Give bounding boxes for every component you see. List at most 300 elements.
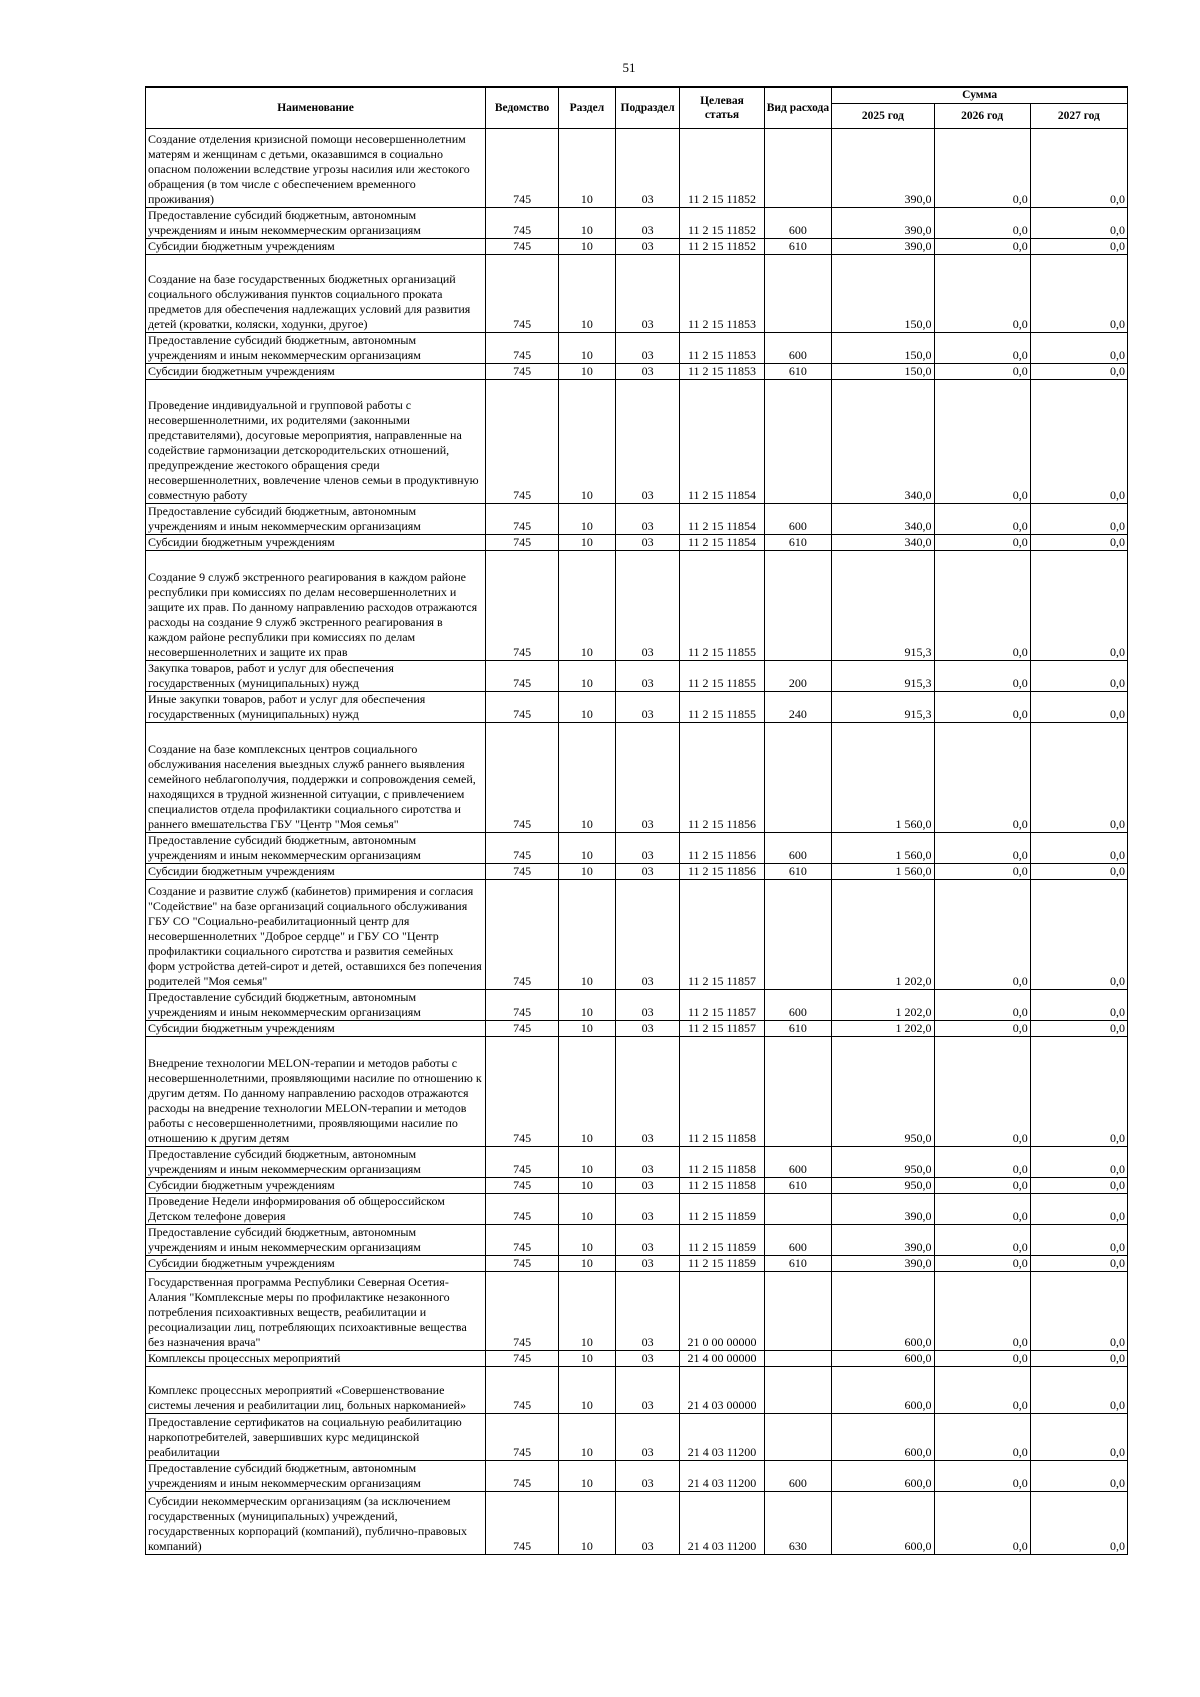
row-section: 10 [559, 660, 616, 691]
row-amount-2025: 915,3 [832, 660, 934, 691]
row-expense-type: 600 [764, 332, 832, 363]
row-subsection: 03 [615, 238, 680, 254]
row-expense-type [764, 1413, 832, 1460]
header-name: Наименование [146, 87, 486, 128]
row-target-article: 11 2 15 11855 [680, 660, 764, 691]
header-department: Ведомство [486, 87, 559, 128]
row-amount-2027: 0,0 [1030, 1413, 1127, 1460]
row-expense-type [764, 1366, 832, 1413]
row-subsection: 03 [615, 1460, 680, 1491]
table-row [146, 832, 1128, 863]
row-section: 10 [559, 832, 616, 863]
row-amount-2026: 0,0 [934, 238, 1030, 254]
row-target-article: 11 2 15 11859 [680, 1255, 764, 1271]
row-department: 745 [486, 238, 559, 254]
table-row [146, 1193, 1128, 1224]
row-amount-2027: 0,0 [1030, 207, 1127, 238]
row-department: 745 [486, 863, 559, 879]
row-amount-2026: 0,0 [934, 550, 1030, 660]
header-expense-type: Вид расхода [764, 87, 832, 128]
row-amount-2027: 0,0 [1030, 691, 1127, 722]
row-name: Субсидии бюджетным учреждениям [146, 238, 486, 254]
row-department: 745 [486, 1224, 559, 1255]
row-name: Предоставление субсидий бюджетным, автономным учреждениям и иным некоммерческим организациям [146, 207, 486, 238]
row-name: Субсидии некоммерческим организациям (за исключением государственных (муниципальных) учреждений, государственных корпораций (компаний), публично-правовых компаний) [146, 1491, 486, 1554]
row-amount-2026: 0,0 [934, 1255, 1030, 1271]
row-subsection: 03 [615, 207, 680, 238]
row-section: 10 [559, 503, 616, 534]
row-amount-2026: 0,0 [934, 863, 1030, 879]
row-amount-2026: 0,0 [934, 832, 1030, 863]
row-target-article: 11 2 15 11856 [680, 832, 764, 863]
table-row [146, 128, 1128, 207]
row-amount-2025: 600,0 [832, 1350, 934, 1366]
table-row [146, 1255, 1128, 1271]
table-row [146, 379, 1128, 503]
row-expense-type: 610 [764, 363, 832, 379]
row-name: Субсидии бюджетным учреждениям [146, 1255, 486, 1271]
row-amount-2027: 0,0 [1030, 379, 1127, 503]
row-subsection: 03 [615, 1146, 680, 1177]
row-section: 10 [559, 722, 616, 832]
row-amount-2027: 0,0 [1030, 550, 1127, 660]
table-row [146, 207, 1128, 238]
row-section: 10 [559, 1491, 616, 1554]
row-expense-type: 610 [764, 238, 832, 254]
row-amount-2026: 0,0 [934, 363, 1030, 379]
row-amount-2027: 0,0 [1030, 503, 1127, 534]
row-amount-2026: 0,0 [934, 1224, 1030, 1255]
row-department: 745 [486, 1460, 559, 1491]
row-amount-2026: 0,0 [934, 660, 1030, 691]
row-amount-2027: 0,0 [1030, 1224, 1127, 1255]
table-row [146, 1366, 1128, 1413]
row-name: Предоставление субсидий бюджетным, автономным учреждениям и иным некоммерческим организациям [146, 1224, 486, 1255]
row-target-article: 11 2 15 11859 [680, 1224, 764, 1255]
table-row [146, 1177, 1128, 1193]
header-2026: 2026 год [934, 103, 1030, 128]
table-row [146, 1491, 1128, 1554]
row-section: 10 [559, 379, 616, 503]
row-amount-2027: 0,0 [1030, 1146, 1127, 1177]
row-subsection: 03 [615, 1177, 680, 1193]
row-name: Создание отделения кризисной помощи несовершеннолетним матерям и женщинам с детьми, оказавшимся в социально опасном положении вследствие угрозы насилия или жестокого обращения (в том числе с обеспечением временного проживания) [146, 128, 486, 207]
row-amount-2027: 0,0 [1030, 363, 1127, 379]
row-section: 10 [559, 254, 616, 332]
row-subsection: 03 [615, 379, 680, 503]
row-target-article: 11 2 15 11852 [680, 128, 764, 207]
row-name: Субсидии бюджетным учреждениям [146, 363, 486, 379]
row-name: Проведение Недели информирования об общероссийском Детском телефоне доверия [146, 1193, 486, 1224]
row-target-article: 11 2 15 11858 [680, 1036, 764, 1146]
row-department: 745 [486, 534, 559, 550]
row-department: 745 [486, 128, 559, 207]
row-amount-2027: 0,0 [1030, 1255, 1127, 1271]
row-expense-type [764, 879, 832, 989]
row-subsection: 03 [615, 989, 680, 1020]
row-subsection: 03 [615, 332, 680, 363]
row-section: 10 [559, 534, 616, 550]
row-department: 745 [486, 660, 559, 691]
row-department: 745 [486, 722, 559, 832]
row-name: Государственная программа Республики Северная Осетия-Алания "Комплексные меры по профилактике незаконного потребления психоактивных веществ, реабилитации и ресоциализации лиц, потребляющих психоактивные вещества без назначения врача" [146, 1271, 486, 1350]
row-amount-2025: 915,3 [832, 691, 934, 722]
row-target-article: 11 2 15 11856 [680, 722, 764, 832]
row-department: 745 [486, 1177, 559, 1193]
row-section: 10 [559, 1177, 616, 1193]
header-2025: 2025 год [832, 103, 934, 128]
row-amount-2026: 0,0 [934, 1193, 1030, 1224]
row-name: Предоставление субсидий бюджетным, автономным учреждениям и иным некоммерческим организациям [146, 989, 486, 1020]
row-amount-2025: 1 202,0 [832, 879, 934, 989]
row-amount-2025: 340,0 [832, 534, 934, 550]
row-amount-2026: 0,0 [934, 503, 1030, 534]
row-amount-2027: 0,0 [1030, 722, 1127, 832]
row-amount-2025: 150,0 [832, 254, 934, 332]
row-amount-2025: 1 560,0 [832, 722, 934, 832]
row-name: Предоставление субсидий бюджетным, автономным учреждениям и иным некоммерческим организациям [146, 503, 486, 534]
row-name: Комплекс процессных мероприятий «Совершенствование системы лечения и реабилитации лиц, больных наркоманией» [146, 1366, 486, 1413]
header-subsection: Подраздел [615, 87, 680, 128]
row-target-article: 21 4 03 11200 [680, 1460, 764, 1491]
row-section: 10 [559, 363, 616, 379]
row-subsection: 03 [615, 503, 680, 534]
row-section: 10 [559, 1193, 616, 1224]
row-expense-type [764, 550, 832, 660]
row-expense-type [764, 1350, 832, 1366]
row-department: 745 [486, 1193, 559, 1224]
row-subsection: 03 [615, 1255, 680, 1271]
row-expense-type [764, 379, 832, 503]
row-amount-2025: 390,0 [832, 1224, 934, 1255]
row-section: 10 [559, 1255, 616, 1271]
row-department: 745 [486, 379, 559, 503]
row-target-article: 21 4 00 00000 [680, 1350, 764, 1366]
table-row [146, 550, 1128, 660]
row-name: Предоставление субсидий бюджетным, автономным учреждениям и иным некоммерческим организациям [146, 832, 486, 863]
row-section: 10 [559, 550, 616, 660]
row-expense-type [764, 128, 832, 207]
table-row [146, 1271, 1128, 1350]
table-row [146, 503, 1128, 534]
row-target-article: 11 2 15 11855 [680, 691, 764, 722]
row-target-article: 11 2 15 11854 [680, 503, 764, 534]
row-target-article: 11 2 15 11859 [680, 1193, 764, 1224]
row-subsection: 03 [615, 660, 680, 691]
row-expense-type: 600 [764, 832, 832, 863]
table-row [146, 863, 1128, 879]
row-amount-2027: 0,0 [1030, 1020, 1127, 1036]
row-subsection: 03 [615, 1366, 680, 1413]
table-header [146, 87, 1128, 128]
row-amount-2026: 0,0 [934, 534, 1030, 550]
row-expense-type: 610 [764, 863, 832, 879]
row-target-article: 21 4 03 00000 [680, 1366, 764, 1413]
row-subsection: 03 [615, 1036, 680, 1146]
row-amount-2027: 0,0 [1030, 238, 1127, 254]
row-section: 10 [559, 863, 616, 879]
row-subsection: 03 [615, 1020, 680, 1036]
row-section: 10 [559, 1224, 616, 1255]
row-amount-2025: 390,0 [832, 238, 934, 254]
row-section: 10 [559, 989, 616, 1020]
row-expense-type: 610 [764, 1020, 832, 1036]
row-target-article: 11 2 15 11857 [680, 1020, 764, 1036]
table-row [146, 879, 1128, 989]
row-amount-2026: 0,0 [934, 989, 1030, 1020]
row-target-article: 21 0 00 00000 [680, 1271, 764, 1350]
table-row [146, 238, 1128, 254]
row-department: 745 [486, 832, 559, 863]
table-body [146, 128, 1128, 1554]
row-target-article: 11 2 15 11852 [680, 207, 764, 238]
row-expense-type: 610 [764, 534, 832, 550]
row-department: 745 [486, 1255, 559, 1271]
row-name: Предоставление субсидий бюджетным, автономным учреждениям и иным некоммерческим организациям [146, 1146, 486, 1177]
row-target-article: 11 2 15 11857 [680, 989, 764, 1020]
row-amount-2025: 390,0 [832, 207, 934, 238]
row-subsection: 03 [615, 832, 680, 863]
row-amount-2027: 0,0 [1030, 1177, 1127, 1193]
row-amount-2025: 600,0 [832, 1460, 934, 1491]
row-name: Предоставление субсидий бюджетным, автономным учреждениям и иным некоммерческим организациям [146, 332, 486, 363]
row-department: 745 [486, 1491, 559, 1554]
row-name: Субсидии бюджетным учреждениям [146, 1020, 486, 1036]
row-department: 745 [486, 207, 559, 238]
row-expense-type [764, 254, 832, 332]
row-subsection: 03 [615, 1193, 680, 1224]
row-expense-type: 610 [764, 1177, 832, 1193]
row-expense-type [764, 1271, 832, 1350]
row-amount-2026: 0,0 [934, 1177, 1030, 1193]
row-name: Создание на базе государственных бюджетных организаций социального обслуживания пунктов социального проката предметов для обеспечения надлежащих условий для развития детей (кроватки, коляски, ходунки, другое) [146, 254, 486, 332]
row-target-article: 11 2 15 11858 [680, 1177, 764, 1193]
row-amount-2027: 0,0 [1030, 534, 1127, 550]
row-amount-2026: 0,0 [934, 128, 1030, 207]
row-subsection: 03 [615, 1413, 680, 1460]
table-row [146, 1036, 1128, 1146]
row-subsection: 03 [615, 550, 680, 660]
row-subsection: 03 [615, 534, 680, 550]
row-amount-2025: 1 560,0 [832, 832, 934, 863]
row-name: Внедрение технологии MELON-терапии и методов работы с несовершеннолетними, проявляющими насилие по отношению к другим детям. По данному направлению расходов отражаются расходы на внедрение технологии MELON-терапии и методов работы с несовершеннолетними, проявляющими насилие по отношению к другим детям [146, 1036, 486, 1146]
row-department: 745 [486, 503, 559, 534]
row-name: Создание и развитие служб (кабинетов) примирения и согласия "Содействие" на базе организаций социального обслуживания ГБУ СО "Социально-реабилитационный центр для несовершеннолетних "Доброе сердце" и ГБУ СО "Центр профилактики социального сиротства и развития семейных форм устройства детей-сирот и детей, оставшихся без попечения родителей "Моя семья" [146, 879, 486, 989]
table-row [146, 989, 1128, 1020]
row-department: 745 [486, 879, 559, 989]
row-target-article: 11 2 15 11853 [680, 254, 764, 332]
row-name: Комплексы процессных мероприятий [146, 1350, 486, 1366]
row-target-article: 11 2 15 11853 [680, 363, 764, 379]
row-target-article: 21 4 03 11200 [680, 1491, 764, 1554]
row-name: Субсидии бюджетным учреждениям [146, 1177, 486, 1193]
budget-table [145, 86, 1128, 1555]
row-department: 745 [486, 1271, 559, 1350]
row-amount-2027: 0,0 [1030, 1491, 1127, 1554]
row-target-article: 11 2 15 11855 [680, 550, 764, 660]
row-expense-type: 600 [764, 207, 832, 238]
row-target-article: 11 2 15 11853 [680, 332, 764, 363]
row-target-article: 21 4 03 11200 [680, 1413, 764, 1460]
row-expense-type: 600 [764, 1146, 832, 1177]
row-department: 745 [486, 1146, 559, 1177]
table-row [146, 660, 1128, 691]
row-expense-type [764, 722, 832, 832]
row-target-article: 11 2 15 11858 [680, 1146, 764, 1177]
row-amount-2027: 0,0 [1030, 332, 1127, 363]
row-amount-2025: 600,0 [832, 1413, 934, 1460]
row-department: 745 [486, 989, 559, 1020]
row-amount-2027: 0,0 [1030, 660, 1127, 691]
row-amount-2026: 0,0 [934, 332, 1030, 363]
row-section: 10 [559, 1020, 616, 1036]
header-sum: Сумма [832, 87, 1128, 103]
row-amount-2026: 0,0 [934, 379, 1030, 503]
row-department: 745 [486, 691, 559, 722]
row-amount-2025: 600,0 [832, 1271, 934, 1350]
row-amount-2026: 0,0 [934, 1413, 1030, 1460]
row-amount-2026: 0,0 [934, 1146, 1030, 1177]
row-department: 745 [486, 1413, 559, 1460]
row-amount-2026: 0,0 [934, 1036, 1030, 1146]
row-name: Создание 9 служб экстренного реагирования в каждом районе республики при комиссиях по делам несовершеннолетних и защите их прав. По данному направлению расходов отражаются расходы на создание 9 служб экстренного реагирования в каждом районе республики при комиссиях по делам несовершеннолетних и защите их прав [146, 550, 486, 660]
row-amount-2025: 600,0 [832, 1366, 934, 1413]
table-row [146, 1020, 1128, 1036]
row-amount-2025: 950,0 [832, 1177, 934, 1193]
row-amount-2026: 0,0 [934, 207, 1030, 238]
header-2027: 2027 год [1030, 103, 1127, 128]
row-name: Проведение индивидуальной и групповой работы с несовершеннолетними, их родителями (законными представителями), досуговые мероприятия, направленные на содействие гармонизации детскородительских отношений, предупреждение жестокого обращения среди несовершеннолетних, вовлечение членов семьи в продуктивную совместную работу [146, 379, 486, 503]
row-amount-2026: 0,0 [934, 1350, 1030, 1366]
row-amount-2025: 915,3 [832, 550, 934, 660]
row-name: Закупка товаров, работ и услуг для обеспечения государственных (муниципальных) нужд [146, 660, 486, 691]
table-row [146, 332, 1128, 363]
row-section: 10 [559, 1460, 616, 1491]
row-subsection: 03 [615, 1491, 680, 1554]
row-name: Предоставление сертификатов на социальную реабилитацию наркопотребителей, завершивших курс медицинской реабилитации [146, 1413, 486, 1460]
row-amount-2027: 0,0 [1030, 1036, 1127, 1146]
row-section: 10 [559, 1350, 616, 1366]
row-name: Субсидии бюджетным учреждениям [146, 534, 486, 550]
row-section: 10 [559, 1146, 616, 1177]
row-subsection: 03 [615, 691, 680, 722]
row-amount-2025: 340,0 [832, 503, 934, 534]
row-expense-type: 600 [764, 989, 832, 1020]
row-target-article: 11 2 15 11854 [680, 379, 764, 503]
row-expense-type: 240 [764, 691, 832, 722]
row-department: 745 [486, 1036, 559, 1146]
row-expense-type: 200 [764, 660, 832, 691]
row-expense-type: 600 [764, 1224, 832, 1255]
row-amount-2026: 0,0 [934, 691, 1030, 722]
table-row [146, 722, 1128, 832]
row-subsection: 03 [615, 722, 680, 832]
row-amount-2026: 0,0 [934, 1460, 1030, 1491]
row-section: 10 [559, 1271, 616, 1350]
row-department: 745 [486, 1366, 559, 1413]
row-amount-2026: 0,0 [934, 1271, 1030, 1350]
row-section: 10 [559, 1413, 616, 1460]
row-amount-2026: 0,0 [934, 722, 1030, 832]
row-amount-2025: 1 560,0 [832, 863, 934, 879]
table-row [146, 534, 1128, 550]
row-department: 745 [486, 550, 559, 660]
row-section: 10 [559, 879, 616, 989]
table-row [146, 363, 1128, 379]
table-row [146, 1413, 1128, 1460]
row-amount-2027: 0,0 [1030, 879, 1127, 989]
row-department: 745 [486, 254, 559, 332]
row-amount-2025: 340,0 [832, 379, 934, 503]
row-target-article: 11 2 15 11852 [680, 238, 764, 254]
header-section: Раздел [559, 87, 616, 128]
table-row [146, 1460, 1128, 1491]
row-target-article: 11 2 15 11856 [680, 863, 764, 879]
row-amount-2027: 0,0 [1030, 1460, 1127, 1491]
row-amount-2026: 0,0 [934, 254, 1030, 332]
row-expense-type: 600 [764, 503, 832, 534]
row-subsection: 03 [615, 363, 680, 379]
row-section: 10 [559, 207, 616, 238]
row-subsection: 03 [615, 863, 680, 879]
row-amount-2025: 600,0 [832, 1491, 934, 1554]
row-department: 745 [486, 332, 559, 363]
row-name: Иные закупки товаров, работ и услуг для обеспечения государственных (муниципальных) нужд [146, 691, 486, 722]
table-row [146, 1350, 1128, 1366]
row-name: Предоставление субсидий бюджетным, автономным учреждениям и иным некоммерческим организациям [146, 1460, 486, 1491]
row-subsection: 03 [615, 1224, 680, 1255]
row-name: Субсидии бюджетным учреждениям [146, 863, 486, 879]
table-row [146, 1146, 1128, 1177]
row-department: 745 [486, 1020, 559, 1036]
row-section: 10 [559, 128, 616, 207]
row-department: 745 [486, 363, 559, 379]
row-section: 10 [559, 691, 616, 722]
row-amount-2027: 0,0 [1030, 1366, 1127, 1413]
table-row [146, 691, 1128, 722]
row-target-article: 11 2 15 11854 [680, 534, 764, 550]
table-row [146, 1224, 1128, 1255]
row-amount-2027: 0,0 [1030, 254, 1127, 332]
row-subsection: 03 [615, 1350, 680, 1366]
row-amount-2027: 0,0 [1030, 1271, 1127, 1350]
row-amount-2026: 0,0 [934, 1020, 1030, 1036]
row-subsection: 03 [615, 1271, 680, 1350]
row-subsection: 03 [615, 254, 680, 332]
row-section: 10 [559, 1366, 616, 1413]
row-expense-type: 610 [764, 1255, 832, 1271]
row-amount-2026: 0,0 [934, 1491, 1030, 1554]
row-section: 10 [559, 332, 616, 363]
row-amount-2025: 1 202,0 [832, 989, 934, 1020]
row-target-article: 11 2 15 11857 [680, 879, 764, 989]
row-amount-2025: 150,0 [832, 363, 934, 379]
row-amount-2025: 150,0 [832, 332, 934, 363]
row-section: 10 [559, 238, 616, 254]
row-subsection: 03 [615, 128, 680, 207]
row-name: Создание на базе комплексных центров социального обслуживания населения выездных служб раннего выявления семейного неблагополучия, поддержки и сопровождения семей, находящихся в трудной жизненной ситуации, с привлечением специалистов отдела профилактики социального сиротства и раннего вмешательства ГБУ "Центр "Моя семья" [146, 722, 486, 832]
row-amount-2027: 0,0 [1030, 989, 1127, 1020]
row-department: 745 [486, 1350, 559, 1366]
row-amount-2026: 0,0 [934, 879, 1030, 989]
table-row [146, 254, 1128, 332]
row-amount-2025: 1 202,0 [832, 1020, 934, 1036]
row-amount-2027: 0,0 [1030, 1193, 1127, 1224]
row-amount-2025: 390,0 [832, 1193, 934, 1224]
row-amount-2025: 390,0 [832, 128, 934, 207]
row-amount-2027: 0,0 [1030, 128, 1127, 207]
header-target-article: Целевая статья [680, 87, 764, 128]
